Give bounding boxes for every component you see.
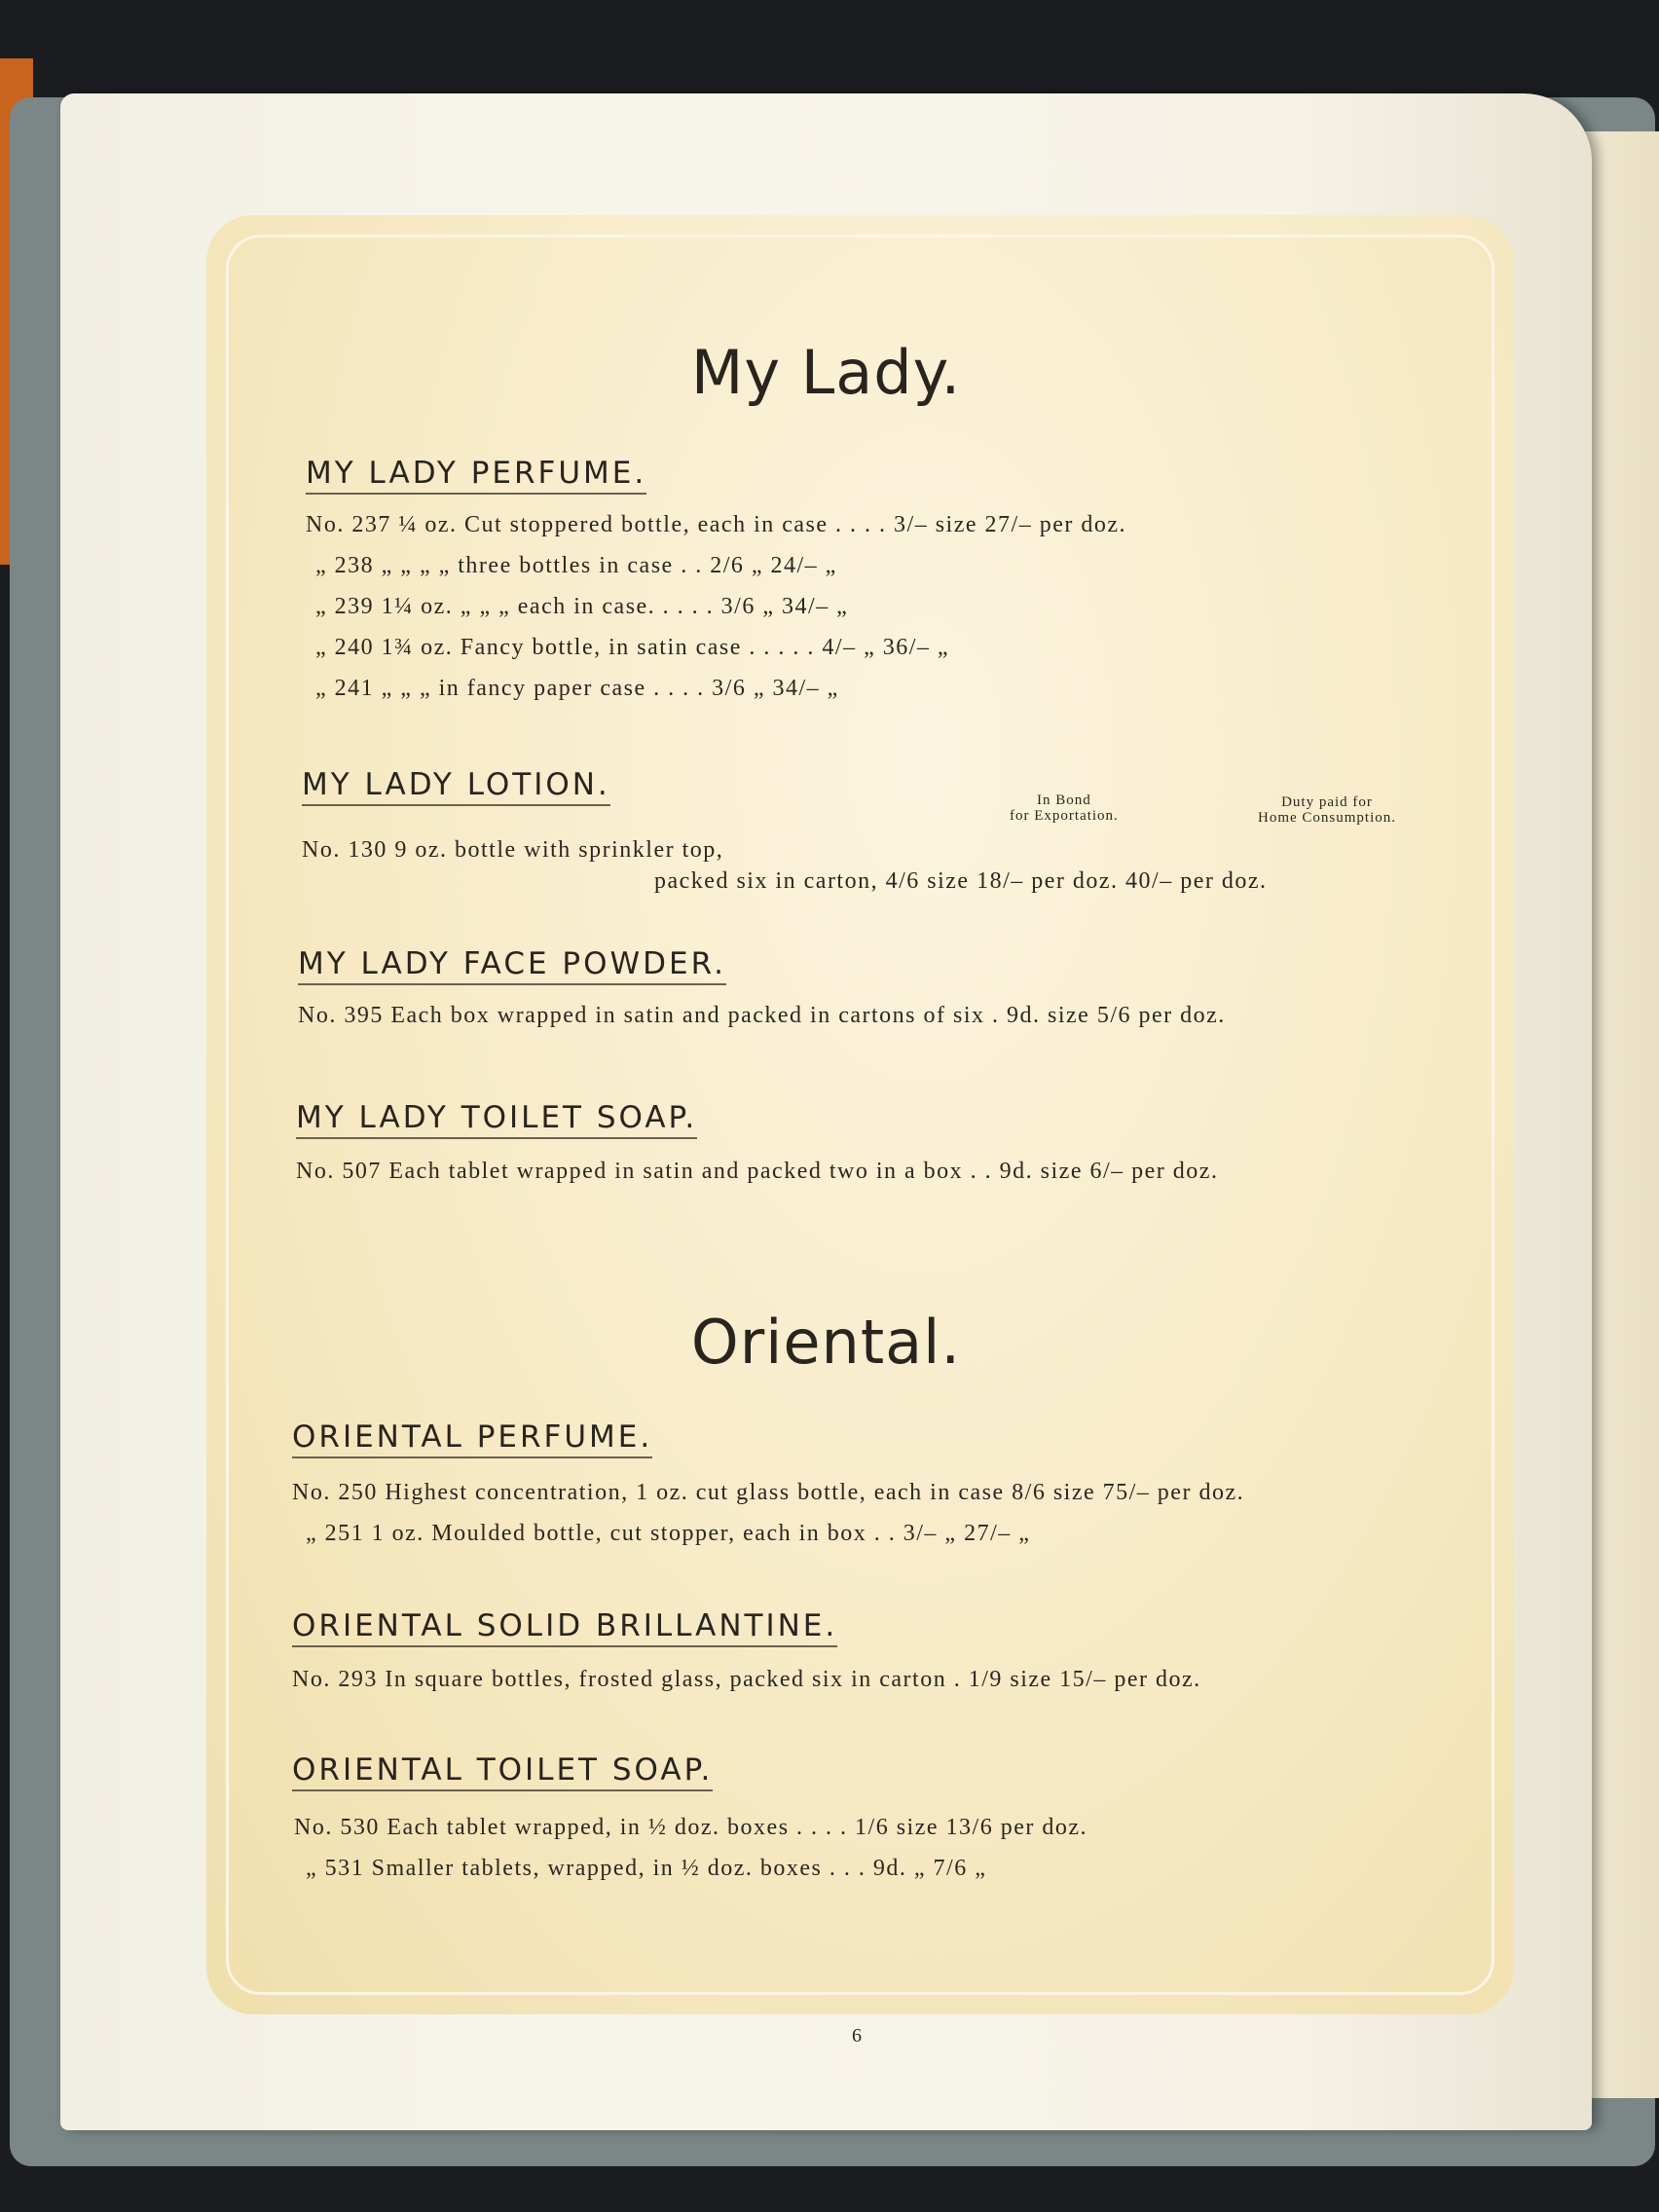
heading-oriental-toilet-soap: ORIENTAL TOILET SOAP. — [292, 1752, 713, 1791]
row-293: No. 293 In square bottles, frosted glass, packed six in carton . 1/9 size 15/– per doz. — [292, 1667, 1201, 1692]
heading-oriental-perfume: ORIENTAL PERFUME. — [292, 1419, 652, 1458]
row-238: „ 238 „ „ „ „ three bottles in case . . 2/6 „ 24/– „ — [315, 553, 837, 578]
row-507: No. 507 Each tablet wrapped in satin and packed two in a box . . 9d. size 6/– per doz. — [296, 1159, 1219, 1184]
row-241: „ 241 „ „ „ in fancy paper case . . . . 3/6 „ 34/– „ — [315, 676, 839, 701]
catalogue-page — [60, 93, 1592, 2130]
heading-my-lady-face-powder: MY LADY FACE POWDER. — [298, 946, 726, 985]
row-251: „ 251 1 oz. Moulded bottle, cut stopper, each in box . . 3/– „ 27/– „ — [306, 1521, 1031, 1546]
section-title-oriental: Oriental. — [690, 1307, 962, 1378]
heading-my-lady-lotion: MY LADY LOTION. — [302, 767, 610, 806]
heading-my-lady-perfume: MY LADY PERFUME. — [306, 456, 646, 495]
note-duty-paid: Duty paid for Home Consumption. — [1258, 794, 1397, 826]
row-237: No. 237 ¼ oz. Cut stoppered bottle, each in case . . . . 3/– size 27/– per doz. — [306, 512, 1126, 537]
row-250: No. 250 Highest concentration, 1 oz. cut glass bottle, each in case 8/6 size 75/– per doz. — [292, 1480, 1245, 1505]
row-240: „ 240 1¾ oz. Fancy bottle, in satin case . . . . . 4/– „ 36/– „ — [315, 635, 950, 660]
row-530: No. 530 Each tablet wrapped, in ½ doz. boxes . . . . 1/6 size 13/6 per doz. — [294, 1815, 1088, 1840]
row-130-a: No. 130 9 oz. bottle with sprinkler top, — [302, 837, 724, 863]
heading-oriental-solid-brillantine: ORIENTAL SOLID BRILLANTINE. — [292, 1608, 837, 1647]
page-number: 6 — [852, 2025, 862, 2046]
row-531: „ 531 Smaller tablets, wrapped, in ½ doz. boxes . . . 9d. „ 7/6 „ — [306, 1856, 987, 1881]
section-title-my-lady: My Lady. — [690, 337, 962, 408]
heading-my-lady-toilet-soap: MY LADY TOILET SOAP. — [296, 1100, 697, 1139]
row-130-b: packed six in carton, 4/6 size 18/– per doz. 40/– per doz. — [654, 868, 1268, 894]
row-395: No. 395 Each box wrapped in satin and packed in cartons of six . 9d. size 5/6 per doz. — [298, 1003, 1226, 1028]
note-in-bond: In Bond for Exportation. — [1010, 793, 1119, 824]
row-239: „ 239 1¼ oz. „ „ „ each in case. . . . . 3/6 „ 34/– „ — [315, 594, 849, 619]
